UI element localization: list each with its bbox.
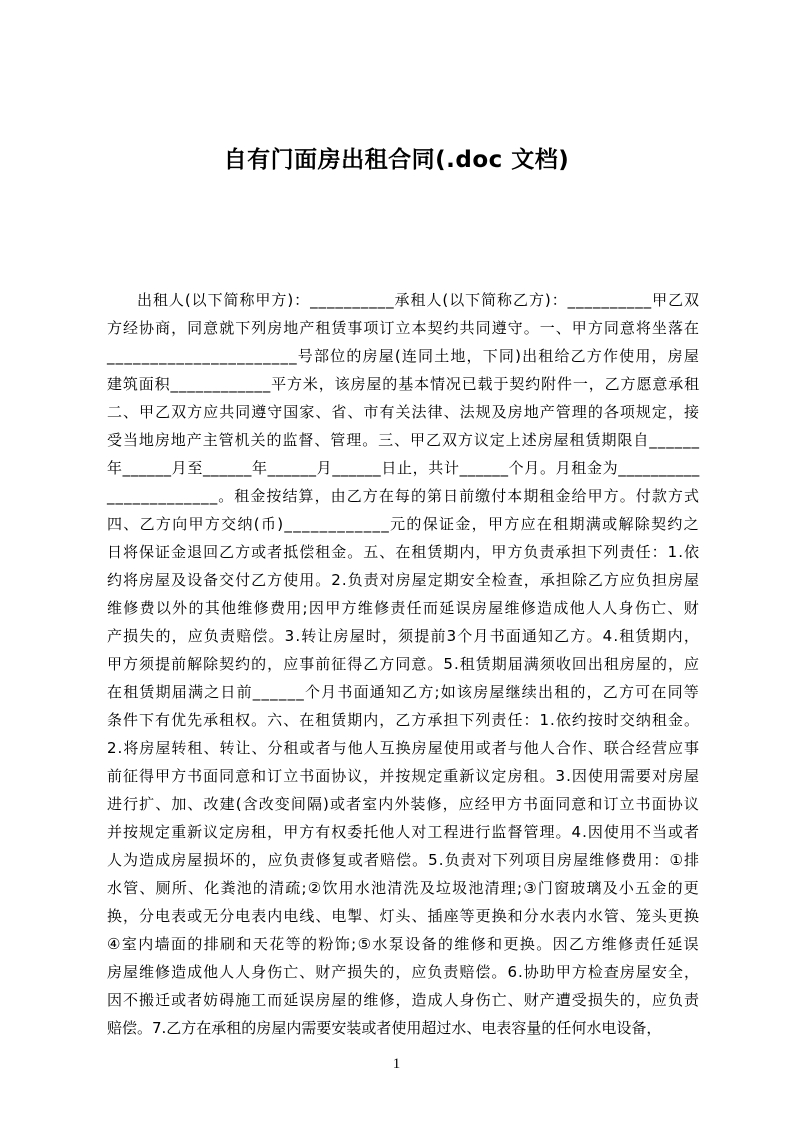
body-line: ④室内墙面的排刷和天花等的粉饰;⑤水泵设备的维修和更换。因乙方维修责任延误 — [107, 935, 701, 953]
body-line: 出租人(以下简称甲方)：__________承租人(以下简称乙方)：__________甲乙双 — [137, 291, 700, 309]
body-line: 换，分电表或无分电表内电线、电掣、灯头、插座等更换和分水表内水管、笼头更换 — [107, 907, 701, 925]
body-line: 甲方须提前解除契约的，应事前征得乙方同意。5.租赁期届满须收回出租房屋的，应 — [107, 655, 700, 673]
body-line: 进行扩、加、改建(含改变间隔)或者室内外装修，应经甲方书面同意和订立书面协议 — [107, 795, 700, 813]
body-line: 并按规定重新议定房租，甲方有权委托他人对工程进行监督管理。4.因使用不当或者 — [107, 823, 700, 841]
body-line: 产损失的，应负责赔偿。3.转让房屋时，须提前3个月书面通知乙方。4.租赁期内， — [107, 627, 700, 645]
page-number: 1 — [392, 1056, 401, 1072]
body-line: 赔偿。7.乙方在承租的房屋内需要安装或者使用超过水、电表容量的任何水电设备， — [107, 1019, 662, 1037]
body-line: 因不搬迁或者妨碍施工而延误房屋的维修，造成人身伤亡、财产遭受损失的，应负责 — [107, 991, 701, 1009]
body-line: 约将房屋及设备交付乙方使用。2.负责对房屋定期安全检查，承担除乙方应负担房屋 — [107, 571, 700, 589]
body-line: 在租赁期届满之日前______个月书面通知乙方;如该房屋继续出租的，乙方可在同等 — [107, 683, 700, 701]
body-line: 日将保证金退回乙方或者抵偿租金。五、在租赁期内，甲方负责承担下列责任：1.依 — [107, 543, 700, 561]
body-line: 二、甲乙双方应共同遵守国家、省、市有关法律、法规及房地产管理的各项规定，接 — [107, 403, 701, 421]
contract-body — [107, 286, 700, 1042]
body-line: 建筑面积____________平方米，该房屋的基本情况已载于契约附件一，乙方愿意承租 — [107, 375, 700, 393]
body-line: 四、乙方向甲方交纳(币)____________元的保证金，甲方应在租期满或解除契约之 — [107, 515, 700, 533]
body-line: 水管、厕所、化粪池的清疏;②饮用水池清洗及垃圾池清理;③门窗玻璃及小五金的更 — [107, 879, 700, 897]
body-line: ______________________号部位的房屋(连同土地，下同)出租给乙方作使用，房屋 — [107, 347, 701, 365]
body-line: 条件下有优先承租权。六、在租赁期内，乙方承担下列责任：1.依约按时交纳租金。 — [107, 711, 700, 729]
body-line: 前征得甲方书面同意和订立书面协议，并按规定重新议定房租。3.因使用需要对房屋 — [107, 767, 700, 785]
body-line: 年______月至______年______月______日止，共计______个月。月租金为__________ — [107, 459, 700, 477]
body-line: 受当地房地产主管机关的监督、管理。三、甲乙双方议定上述房屋租赁期限自______ — [107, 431, 701, 449]
body-line: 方经协商，同意就下列房地产租赁事项订立本契约共同遵守。一、甲方同意将坐落在 — [107, 319, 701, 337]
body-line: 维修费以外的其他维修费用;因甲方维修责任而延误房屋维修造成他人人身伤亡、财 — [107, 599, 701, 617]
body-line: 人为造成房屋损坏的，应负责修复或者赔偿。5.负责对下列项目房屋维修费用：①排 — [107, 851, 701, 869]
body-line: 2.将房屋转租、转让、分租或者与他人互换房屋使用或者与他人合作、联合经营应事 — [107, 739, 700, 757]
body-line: 房屋维修造成他人人身伤亡、财产损失的，应负责赔偿。6.协助甲方检查房屋安全， — [107, 963, 700, 981]
document-title: 自有门面房出租合同(.doc 文档) — [223, 147, 570, 173]
body-line: _____________。租金按结算，由乙方在每的第日前缴付本期租金给甲方。付款方式 — [107, 487, 700, 505]
